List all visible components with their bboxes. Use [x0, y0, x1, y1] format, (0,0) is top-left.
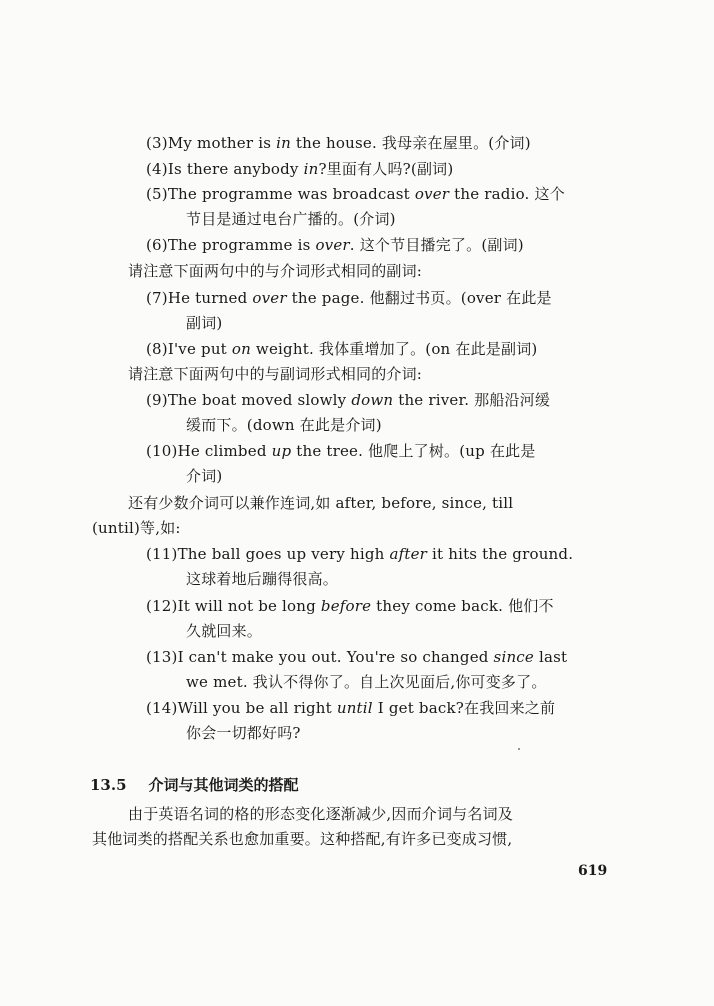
example-3: (3)My mother is in the house. 我母亲在屋里。(介词)	[146, 134, 531, 152]
example-5-continuation: 节目是通过电台广播的。(介词)	[186, 210, 396, 228]
keyword: up	[271, 442, 292, 460]
keyword: in	[303, 160, 319, 178]
example-8: (8)I've put on weight. 我体重增加了。(on 在此是副词)	[146, 340, 538, 358]
keyword: before	[320, 597, 372, 615]
example-12: (12)It will not be long before they come back. 他们不	[146, 597, 554, 615]
example-5: (5)The programme was broadcast over the radio. 这个	[146, 185, 565, 203]
keyword: over	[252, 289, 287, 307]
keyword: in	[276, 134, 291, 152]
keyword: down	[351, 391, 394, 409]
body-line-1: 由于英语名词的格的形态变化逐渐减少,因而介词与名词及	[128, 805, 513, 823]
example-7-continuation: 副词)	[186, 314, 223, 332]
adverb-note: 请注意下面两句中的与介词形式相同的副词:	[128, 262, 423, 280]
example-13: (13)I can't make you out. You're so changed since last	[146, 648, 568, 666]
example-14: (14)Will you be all right until I get back?在我回来之前	[146, 699, 556, 717]
keyword: until	[336, 699, 373, 717]
keyword: after	[389, 545, 428, 563]
example-9: (9)The boat moved slowly down the river. 那船沿河缓	[146, 391, 551, 409]
keyword: over	[315, 236, 350, 254]
keyword: on	[231, 340, 251, 358]
example-9-continuation: 缓而下。(down 在此是介词)	[186, 416, 382, 434]
example-4: (4)Is there anybody in?里面有人吗?(副词)	[146, 160, 454, 178]
print-speck	[518, 748, 520, 750]
example-13-continuation: we met. 我认不得你了。自上次见面后,你可变多了。	[186, 673, 547, 691]
section-heading	[90, 775, 299, 795]
conjunction-paragraph-line-1: 还有少数介词可以兼作连词,如 after, before, since, till	[128, 494, 514, 512]
example-14-continuation: 你会一切都好吗?	[186, 724, 301, 742]
example-11-continuation: 这球着地后蹦得很高。	[186, 570, 339, 588]
example-11: (11)The ball goes up very high after it hits the ground.	[146, 545, 574, 563]
example-7: (7)He turned over the page. 他翻过书页。(over 在此是	[146, 289, 552, 307]
keyword: since	[493, 648, 534, 666]
body-line-2: 其他词类的搭配关系也愈加重要。这种搭配,有许多已变成习惯,	[92, 830, 513, 848]
example-10-continuation: 介词)	[186, 467, 223, 485]
example-6: (6)The programme is over. 这个节目播完了。(副词)	[146, 236, 524, 254]
example-12-continuation: 久就回来。	[186, 622, 263, 640]
preposition-note: 请注意下面两句中的与副词形式相同的介词:	[128, 365, 423, 383]
section-number: 13.5	[90, 776, 127, 794]
section-title: 介词与其他词类的搭配	[148, 776, 299, 794]
conjunction-paragraph-line-2: (until)等,如:	[92, 519, 181, 537]
keyword: over	[414, 185, 450, 203]
example-10: (10)He climbed up the tree. 他爬上了树。(up 在此是	[146, 442, 536, 460]
page-number: 619	[578, 863, 608, 879]
